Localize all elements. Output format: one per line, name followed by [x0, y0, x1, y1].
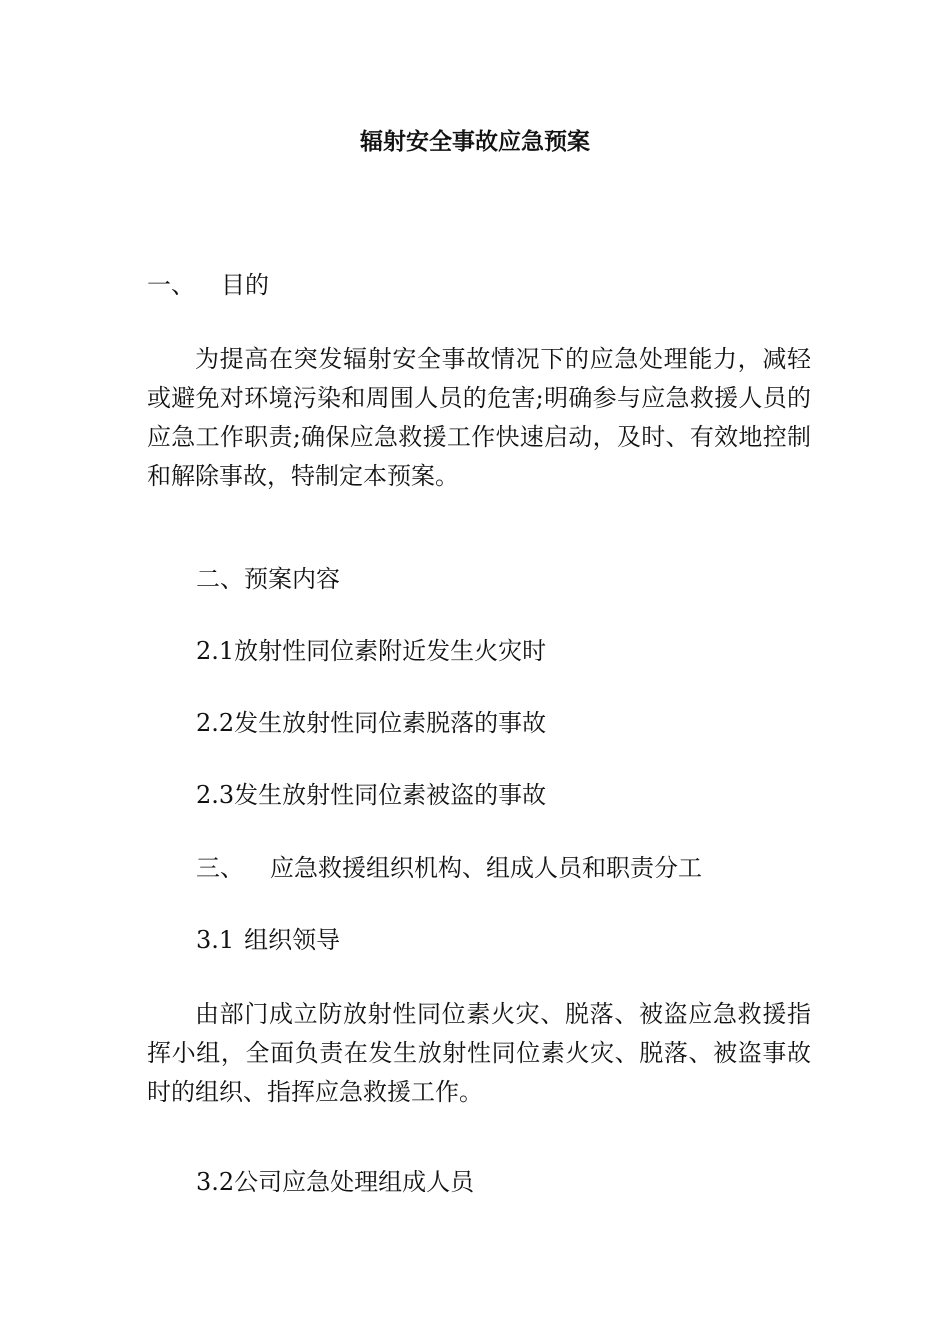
section-1-heading: [147, 267, 269, 303]
section-3-title: 应急救援组织机构、组成人员和职责分工: [270, 854, 702, 882]
subsection-3-2-heading: 3.2公司应急处理组成人员: [196, 1168, 475, 1196]
section-2-item-3: 2.3发生放射性同位素被盗的事故: [196, 781, 547, 809]
section-1-number: 一、: [147, 271, 195, 299]
section-2-item-1: 2.1放射性同位素附近发生火灾时: [196, 637, 547, 665]
section-3-number: 三、: [196, 854, 244, 882]
subsection-3-1-paragraph: 由部门成立防放射性同位素火灾、脱落、被盗应急救援指挥小组，全面负责在发生放射性同位素火灾、脱落、被盗事故时的组织、指挥应急救援工作。: [147, 1000, 811, 1106]
subsection-3-1-number: 3.1: [196, 926, 235, 954]
section-3-heading: [196, 850, 702, 886]
section-1-paragraph: 为提高在突发辐射安全事故情况下的应急处理能力，减轻或避免对环境污染和周围人员的危害;明确参与应急救援人员的应急工作职责;确保应急救援工作快速启动，及时、有效地控制和解除事故，特制定本预案。: [147, 345, 811, 490]
section-2-item-2: 2.2发生放射性同位素脱落的事故: [196, 709, 547, 737]
section-2-heading: 二、预案内容: [196, 565, 340, 593]
section-1-title: 目的: [221, 271, 269, 299]
document-title: 辐射安全事故应急预案: [360, 128, 590, 155]
subsection-3-1-title: 组织领导: [244, 926, 341, 954]
subsection-3-1-heading: [196, 922, 340, 958]
